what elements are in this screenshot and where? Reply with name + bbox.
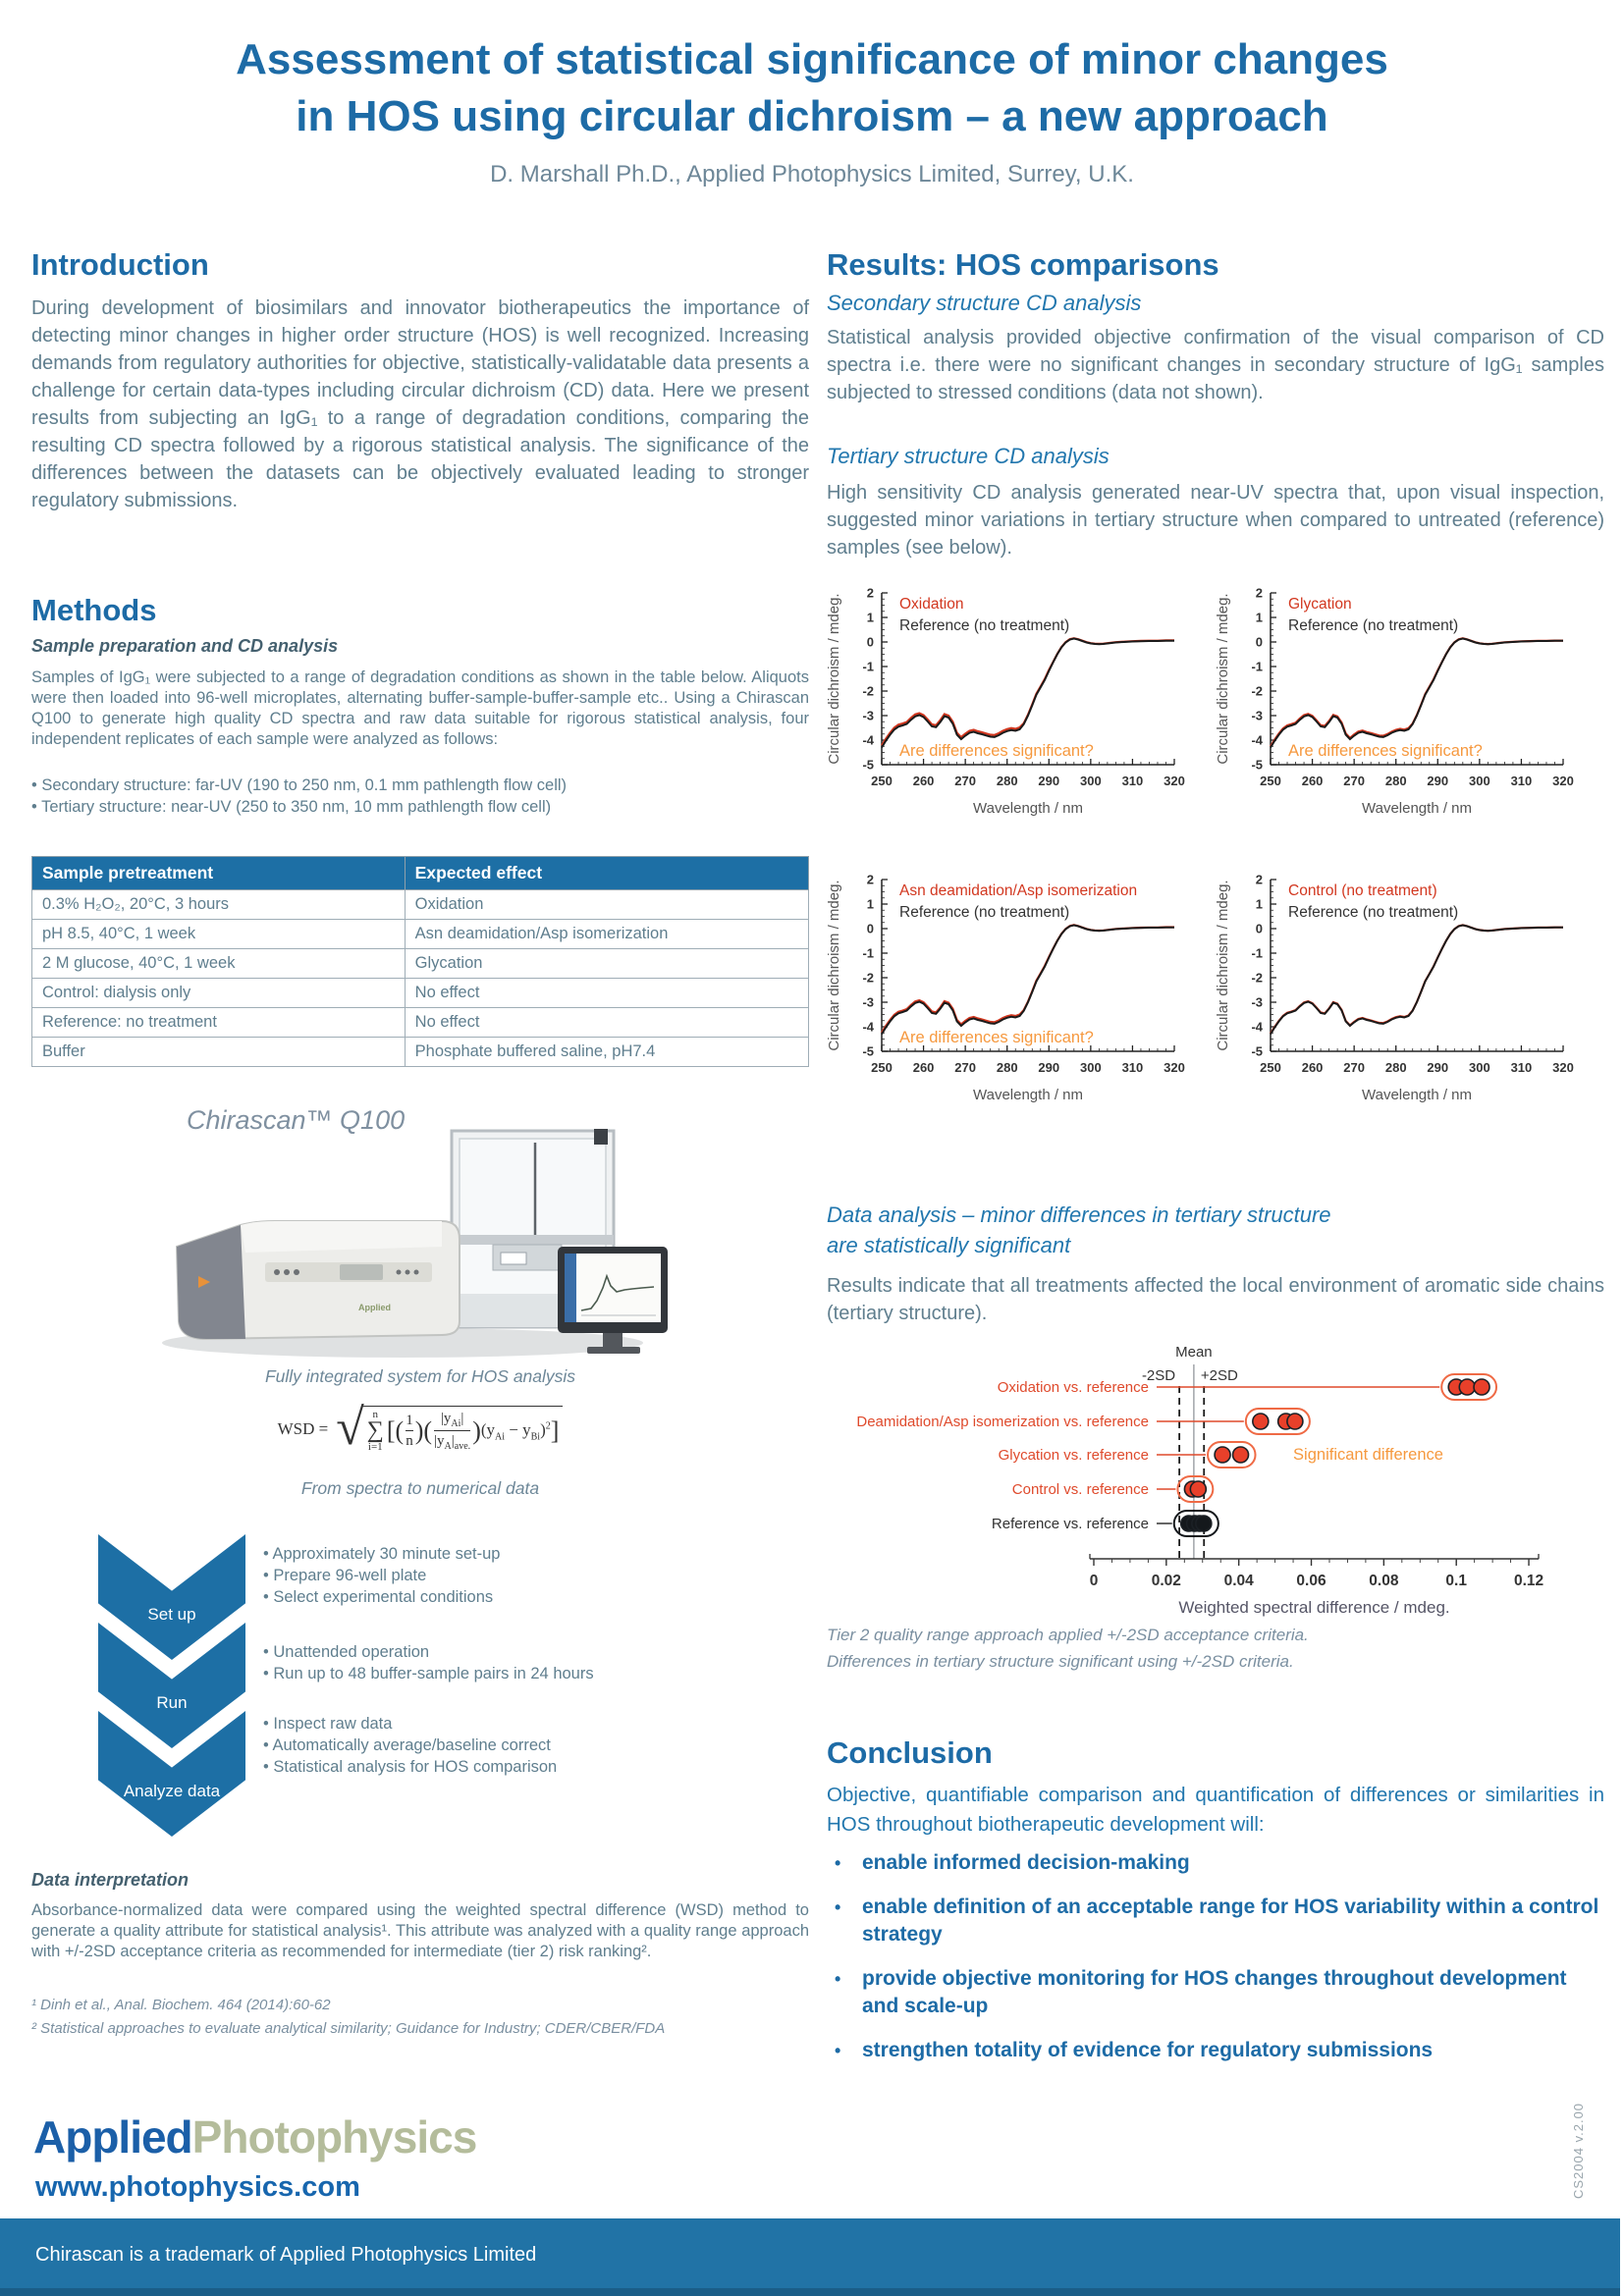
svg-text:300: 300 bbox=[1469, 1060, 1490, 1075]
logo-applied: Applied bbox=[33, 2111, 192, 2163]
row-label: Control vs. reference bbox=[1011, 1481, 1149, 1498]
svg-text:320: 320 bbox=[1164, 774, 1185, 788]
conclusion-bullet: • provide objective monitoring for HOS changes throughout development and scale-up bbox=[827, 1965, 1604, 2020]
cell-effect: Asn deamidation/Asp isomerization bbox=[405, 920, 808, 949]
data-point bbox=[1287, 1414, 1303, 1429]
analysis-subhead: Data analysis – minor differences in tertiary structure are statistically significant bbox=[827, 1202, 1331, 1257]
svg-text:-2: -2 bbox=[862, 683, 874, 699]
cell-pretreatment: pH 8.5, 40°C, 1 week bbox=[32, 920, 406, 949]
svg-text:250: 250 bbox=[1260, 1060, 1281, 1075]
run-bullets bbox=[263, 1641, 793, 1684]
methods-bullets bbox=[31, 774, 809, 818]
trademark-text: Chirascan is a trademark of Applied Photophysics Limited bbox=[35, 2244, 537, 2266]
svg-text:310: 310 bbox=[1121, 1060, 1144, 1075]
svg-text:260: 260 bbox=[912, 1060, 935, 1075]
svg-text:0: 0 bbox=[866, 921, 874, 936]
data-point bbox=[1474, 1379, 1489, 1395]
svg-text:-3: -3 bbox=[1251, 994, 1263, 1010]
svg-text:310: 310 bbox=[1510, 1060, 1533, 1075]
wsd-formula: WSD = √ n ∑ i=1 [ ( $\frac{1}{n}$ ) ( $\frac{|y_{Ai}|}{|y_A|_{ave.}}$ ) $(y_{Ai} - y_{Bi})^2$ ] bbox=[31, 1406, 809, 1453]
svg-text:-5: -5 bbox=[862, 757, 874, 773]
cd-chart-svg bbox=[825, 581, 1213, 868]
svg-text:0: 0 bbox=[1255, 634, 1263, 650]
legend-treatment: Oxidation bbox=[899, 596, 964, 613]
svg-text:-1: -1 bbox=[1251, 659, 1263, 674]
svg-text:260: 260 bbox=[1301, 774, 1324, 788]
chevron-label: Analyze data bbox=[123, 1781, 221, 1800]
x-axis-label: Wavelength / nm bbox=[1362, 800, 1472, 817]
svg-text:0.06: 0.06 bbox=[1296, 1573, 1326, 1589]
methods-paragraph: Samples of IgG₁ were subjected to a range of degradation conditions as shown in the table below. Aliquots were then loaded into 96-well microplates, alternating buffer-sample-buffer-sample etc.. Using a Chirascan Q100 to generate high quality CD spectra and raw data suitable for rigorous statistical analysis, four independent replicates of each sample were analyzed as follows: bbox=[31, 668, 809, 748]
y-axis-label: Circular dichroism / mdeg. bbox=[826, 593, 842, 765]
footnote-1: ¹ Dinh et al., Anal. Biochem. 464 (2014):60-62 bbox=[31, 1997, 331, 2013]
table-row bbox=[32, 1038, 809, 1067]
cell-pretreatment: 2 M glucose, 40°C, 1 week bbox=[32, 949, 406, 979]
data-point bbox=[1196, 1516, 1212, 1531]
svg-text:-5: -5 bbox=[1251, 1043, 1263, 1059]
svg-text:270: 270 bbox=[1343, 774, 1365, 788]
plus2sd-label: +2SD bbox=[1200, 1367, 1238, 1384]
cell-effect: No effect bbox=[405, 1008, 808, 1038]
intro-heading: Introduction bbox=[31, 247, 209, 282]
svg-text:280: 280 bbox=[996, 1060, 1018, 1075]
conclusion-bullets bbox=[827, 1849, 1604, 2081]
svg-text:Applied: Applied bbox=[358, 1303, 391, 1312]
axes bbox=[1251, 873, 1573, 1076]
legend-reference: Reference (no treatment) bbox=[1288, 617, 1459, 634]
significance-annotation: Are differences significant? bbox=[899, 742, 1094, 760]
instrument-label: Chirascan™ Q100 bbox=[187, 1105, 406, 1135]
table-row bbox=[32, 949, 809, 979]
fraction-yai-over-yave: $\frac{|y_{Ai}|}{|y_A|_{ave.}}$ bbox=[434, 1410, 471, 1452]
methods-bullet: • Tertiary structure: near-UV (250 to 350 nm, 10 mm pathlength flow cell) bbox=[31, 796, 809, 818]
reference-series bbox=[1271, 926, 1563, 1035]
difference-term: $(y_{Ai} - y_{Bi})^2$ bbox=[480, 1419, 551, 1442]
minus2sd-label: -2SD bbox=[1141, 1367, 1176, 1384]
legend-treatment: Asn deamidation/Asp isomerization bbox=[899, 882, 1138, 899]
radical-sign: √ bbox=[336, 1400, 364, 1457]
cd-chart-glycation bbox=[1214, 581, 1601, 873]
treated-series bbox=[882, 638, 1174, 745]
cell-pretreatment: Reference: no treatment bbox=[32, 1008, 406, 1038]
formula-caption: From spectra to numerical data bbox=[300, 1478, 540, 1498]
data-point bbox=[1190, 1481, 1206, 1497]
svg-text:0.02: 0.02 bbox=[1151, 1573, 1181, 1589]
chevron-label: Set up bbox=[147, 1604, 196, 1624]
row-label: Glycation vs. reference bbox=[998, 1447, 1149, 1464]
workflow-bullet: • Unattended operation bbox=[263, 1641, 793, 1663]
cd-chart-control bbox=[1214, 868, 1601, 1159]
cell-pretreatment: 0.3% H₂O₂, 20°C, 3 hours bbox=[32, 890, 406, 920]
instrument-image bbox=[147, 1129, 677, 1360]
svg-text:250: 250 bbox=[871, 1060, 893, 1075]
svg-text:250: 250 bbox=[871, 774, 893, 788]
methods-bullet: • Secondary structure: far-UV (190 to 250 nm, 0.1 mm pathlength flow cell) bbox=[31, 774, 809, 796]
results-paragraph-1: Statistical analysis provided objective confirmation of the visual comparison of CD spectra i.e. there were no significant changes in secondary structure of IgG₁ samples subjected to stressed conditions (data not shown). bbox=[827, 327, 1604, 403]
dotplot-caption-1: Tier 2 quality range approach applied +/-2SD acceptance criteria. bbox=[827, 1626, 1309, 1644]
instrument-caption: Fully integrated system for HOS analysis bbox=[264, 1366, 576, 1386]
table-header-row bbox=[32, 857, 809, 890]
svg-text:2: 2 bbox=[1255, 585, 1263, 601]
table-row bbox=[32, 890, 809, 920]
title-line-2: in HOS using circular dichroism – a new approach bbox=[296, 92, 1328, 141]
workflow-bullet: • Prepare 96-well plate bbox=[263, 1565, 793, 1586]
svg-text:-2: -2 bbox=[862, 970, 874, 986]
cell-effect: No effect bbox=[405, 979, 808, 1008]
svg-text:1: 1 bbox=[866, 610, 874, 625]
x-axis-label: Wavelength / nm bbox=[973, 1087, 1083, 1103]
svg-text:-4: -4 bbox=[862, 732, 874, 748]
svg-text:310: 310 bbox=[1510, 774, 1533, 788]
y-axis-label: Circular dichroism / mdeg. bbox=[1215, 593, 1231, 765]
results-subhead-tertiary: Tertiary structure CD analysis bbox=[827, 444, 1110, 468]
svg-text:-3: -3 bbox=[862, 994, 874, 1010]
svg-text:280: 280 bbox=[1384, 774, 1407, 788]
svg-text:280: 280 bbox=[996, 774, 1018, 788]
chevron-label: Run bbox=[156, 1692, 188, 1712]
table-row bbox=[32, 1008, 809, 1038]
significance-annotation: Are differences significant? bbox=[899, 1029, 1094, 1046]
svg-text:0.1: 0.1 bbox=[1445, 1573, 1467, 1589]
svg-text:280: 280 bbox=[1384, 1060, 1407, 1075]
svg-text:320: 320 bbox=[1164, 1060, 1185, 1075]
svg-text:-2: -2 bbox=[1251, 683, 1263, 699]
workflow-bullet: • Inspect raw data bbox=[263, 1713, 793, 1735]
conclusion-bullet: • enable informed decision-making bbox=[827, 1849, 1604, 1877]
results-subhead-secondary: Secondary structure CD analysis bbox=[827, 291, 1142, 315]
workflow-bullet: • Statistical analysis for HOS comparison bbox=[263, 1756, 793, 1778]
svg-text:320: 320 bbox=[1552, 1060, 1574, 1075]
footer-strip bbox=[0, 2288, 1620, 2296]
footnote-2: ² Statistical approaches to evaluate analytical similarity; Guidance for Industry; CDER/CBER/FDA bbox=[31, 2020, 666, 2037]
data-point bbox=[1459, 1379, 1475, 1395]
data-point bbox=[1233, 1447, 1249, 1463]
x-axis-label: Wavelength / nm bbox=[1362, 1087, 1472, 1103]
fraction-1-over-n: $\frac{1}{n}$ bbox=[406, 1413, 413, 1449]
data-point bbox=[1253, 1414, 1269, 1429]
legend-reference: Reference (no treatment) bbox=[1288, 904, 1459, 921]
results-heading: Results: HOS comparisons bbox=[827, 247, 1219, 282]
svg-text:320: 320 bbox=[1552, 774, 1574, 788]
conclusion-bullet: • strengthen totality of evidence for regulatory submissions bbox=[827, 2037, 1604, 2064]
svg-text:0.12: 0.12 bbox=[1513, 1573, 1544, 1589]
data-point bbox=[1215, 1447, 1230, 1463]
page-title bbox=[0, 31, 1624, 145]
svg-text:2: 2 bbox=[866, 585, 874, 601]
results-paragraph-2: High sensitivity CD analysis generated near-UV spectra that, upon visual inspection, suggested minor variations in tertiary structure when compared to untreated (reference) samples (see below). bbox=[827, 482, 1604, 559]
svg-text:-4: -4 bbox=[1251, 732, 1263, 748]
legend-reference: Reference (no treatment) bbox=[899, 904, 1070, 921]
dotplot-caption-2: Differences in tertiary structure significant using +/-2SD criteria. bbox=[827, 1652, 1294, 1671]
x-axis bbox=[1090, 1554, 1543, 1589]
interpretation-subhead: Data interpretation bbox=[31, 1870, 189, 1890]
cd-chart-svg bbox=[1214, 868, 1601, 1154]
svg-text:-1: -1 bbox=[1251, 945, 1263, 961]
y-axis-label: Circular dichroism / mdeg. bbox=[826, 880, 842, 1051]
title-line-1: Assessment of statistical significance of minor changes bbox=[236, 35, 1388, 83]
svg-text:-1: -1 bbox=[862, 659, 874, 674]
svg-text:1: 1 bbox=[866, 896, 874, 912]
legend-treatment: Control (no treatment) bbox=[1288, 882, 1437, 899]
svg-text:1: 1 bbox=[1255, 896, 1263, 912]
author-line: D. Marshall Ph.D., Applied Photophysics Limited, Surrey, U.K. bbox=[490, 161, 1134, 187]
svg-text:300: 300 bbox=[1080, 1060, 1102, 1075]
row-label: Deamidation/Asp isomerization vs. reference bbox=[856, 1414, 1149, 1430]
legend-reference: Reference (no treatment) bbox=[899, 617, 1070, 634]
conclusion-intro: Objective, quantifiable comparison and quantification of differences or similarities in HOS throughout biotherapeutic development will: bbox=[827, 1784, 1604, 1836]
svg-text:0: 0 bbox=[1255, 921, 1263, 936]
x-axis-label: Wavelength / nm bbox=[973, 800, 1083, 817]
setup-bullets bbox=[263, 1543, 793, 1608]
table-header-cell: Sample pretreatment bbox=[32, 857, 406, 890]
legend-treatment: Glycation bbox=[1288, 596, 1352, 613]
cell-pretreatment: Control: dialysis only bbox=[32, 979, 406, 1008]
svg-text:-1: -1 bbox=[862, 945, 874, 961]
cell-effect: Phosphate buffered saline, pH7.4 bbox=[405, 1038, 808, 1067]
chevron-analyze-data bbox=[98, 1711, 245, 1837]
svg-text:2: 2 bbox=[1255, 872, 1263, 887]
svg-text:-4: -4 bbox=[1251, 1019, 1263, 1035]
methods-heading: Methods bbox=[31, 593, 157, 627]
cell-pretreatment: Buffer bbox=[32, 1038, 406, 1067]
summation: n ∑ i=1 bbox=[366, 1409, 384, 1453]
conclusion-heading: Conclusion bbox=[827, 1735, 993, 1770]
conclusion-bullet: • enable definition of an acceptable range for HOS variability within a control strategy bbox=[827, 1894, 1604, 1949]
svg-text:310: 310 bbox=[1121, 774, 1144, 788]
svg-text:-5: -5 bbox=[1251, 757, 1263, 773]
version-label: CS2004 v.2.00 bbox=[1571, 2102, 1586, 2199]
svg-text:0: 0 bbox=[866, 634, 874, 650]
svg-text:-3: -3 bbox=[862, 708, 874, 723]
mean-label: Mean bbox=[1175, 1344, 1213, 1361]
svg-text:290: 290 bbox=[1038, 774, 1060, 788]
cell-effect: Glycation bbox=[405, 949, 808, 979]
row-label: Oxidation vs. reference bbox=[997, 1379, 1149, 1396]
analysis-paragraph: Results indicate that all treatments affected the local environment of aromatic side chains (tertiary structure). bbox=[827, 1275, 1604, 1324]
svg-text:290: 290 bbox=[1427, 1060, 1449, 1075]
svg-text:250: 250 bbox=[1260, 774, 1281, 788]
intro-paragraph: During development of biosimilars and innovator biotherapeutics the importance of detecting minor changes in higher order structure (HOS) is well recognized. Increasing demands from regulatory authorities for objective, statistically-validatable data presents a challenge for certain data-types including circular dichroism (CD) data. Here we present results from subjecting an IgG₁ to a range of degradation conditions, comparing the resulting CD spectra followed by a rigorous statistical analysis. The significance of the differences between the datasets can be objectively evaluated leading to stronger regulatory submissions. bbox=[31, 297, 809, 511]
cell-effect: Oxidation bbox=[405, 890, 808, 920]
interpretation-paragraph: Absorbance-normalized data were compared using the weighted spectral difference (WSD) method to generate a quality attribute for statistical analysis¹. This attribute was analyzed with a quality range approach with +/-2SD acceptance criteria as recommended for intermediate (tier 2) risk ranking². bbox=[31, 1901, 809, 1960]
methods-subhead: Sample preparation and CD analysis bbox=[31, 636, 339, 656]
x-axis-label: Weighted spectral difference / mdeg. bbox=[1178, 1598, 1450, 1617]
svg-text:260: 260 bbox=[912, 774, 935, 788]
treated-series bbox=[882, 925, 1174, 1033]
row-label: Reference vs. reference bbox=[991, 1516, 1149, 1532]
significance-annotation: Are differences significant? bbox=[1288, 742, 1483, 760]
treated-series bbox=[1271, 638, 1563, 746]
company-logo bbox=[33, 2110, 476, 2163]
svg-text:260: 260 bbox=[1301, 1060, 1324, 1075]
reference-series bbox=[882, 926, 1174, 1035]
svg-text:2: 2 bbox=[866, 872, 874, 887]
workflow-bullet: • Select experimental conditions bbox=[263, 1586, 793, 1608]
footer-bar bbox=[0, 2218, 1620, 2296]
reference-series bbox=[1271, 639, 1563, 748]
reference-series bbox=[882, 639, 1174, 748]
svg-text:300: 300 bbox=[1080, 774, 1102, 788]
svg-text:0: 0 bbox=[1089, 1573, 1099, 1589]
svg-text:290: 290 bbox=[1038, 1060, 1060, 1075]
cd-chart-svg bbox=[825, 868, 1213, 1154]
treated-series bbox=[1271, 925, 1563, 1034]
svg-text:0.08: 0.08 bbox=[1369, 1573, 1399, 1589]
website-url: www.photophysics.com bbox=[35, 2171, 360, 2203]
analyze-bullets bbox=[263, 1713, 793, 1778]
svg-text:0.04: 0.04 bbox=[1223, 1573, 1254, 1589]
svg-text:300: 300 bbox=[1469, 774, 1490, 788]
workflow-bullet: • Run up to 48 buffer-sample pairs in 24 hours bbox=[263, 1663, 793, 1684]
y-axis-label: Circular dichroism / mdeg. bbox=[1215, 880, 1231, 1051]
svg-text:-5: -5 bbox=[862, 1043, 874, 1059]
cd-chart-deamidation bbox=[825, 868, 1213, 1159]
svg-text:290: 290 bbox=[1427, 774, 1449, 788]
cd-chart-oxidation bbox=[825, 581, 1213, 873]
svg-text:270: 270 bbox=[954, 1060, 976, 1075]
wsd-dot-plot bbox=[825, 1343, 1602, 1628]
workflow-bullet: • Approximately 30 minute set-up bbox=[263, 1543, 793, 1565]
table-header-cell: Expected effect bbox=[405, 857, 808, 890]
svg-text:270: 270 bbox=[1343, 1060, 1365, 1075]
table-row bbox=[32, 979, 809, 1008]
formula-lhs: WSD = bbox=[277, 1418, 329, 1438]
cd-chart-svg bbox=[1214, 581, 1601, 868]
significant-difference-annotation: Significant difference bbox=[1293, 1446, 1443, 1464]
wsd-plot-svg bbox=[825, 1343, 1602, 1623]
table-row bbox=[32, 920, 809, 949]
svg-text:-2: -2 bbox=[1251, 970, 1263, 986]
logo-photophysics: Photophysics bbox=[191, 2111, 477, 2163]
svg-text:-3: -3 bbox=[1251, 708, 1263, 723]
svg-text:-4: -4 bbox=[862, 1019, 874, 1035]
svg-text:270: 270 bbox=[954, 774, 976, 788]
pretreatment-table bbox=[31, 856, 809, 1067]
svg-text:1: 1 bbox=[1255, 610, 1263, 625]
workflow-bullet: • Automatically average/baseline correct bbox=[263, 1735, 793, 1756]
